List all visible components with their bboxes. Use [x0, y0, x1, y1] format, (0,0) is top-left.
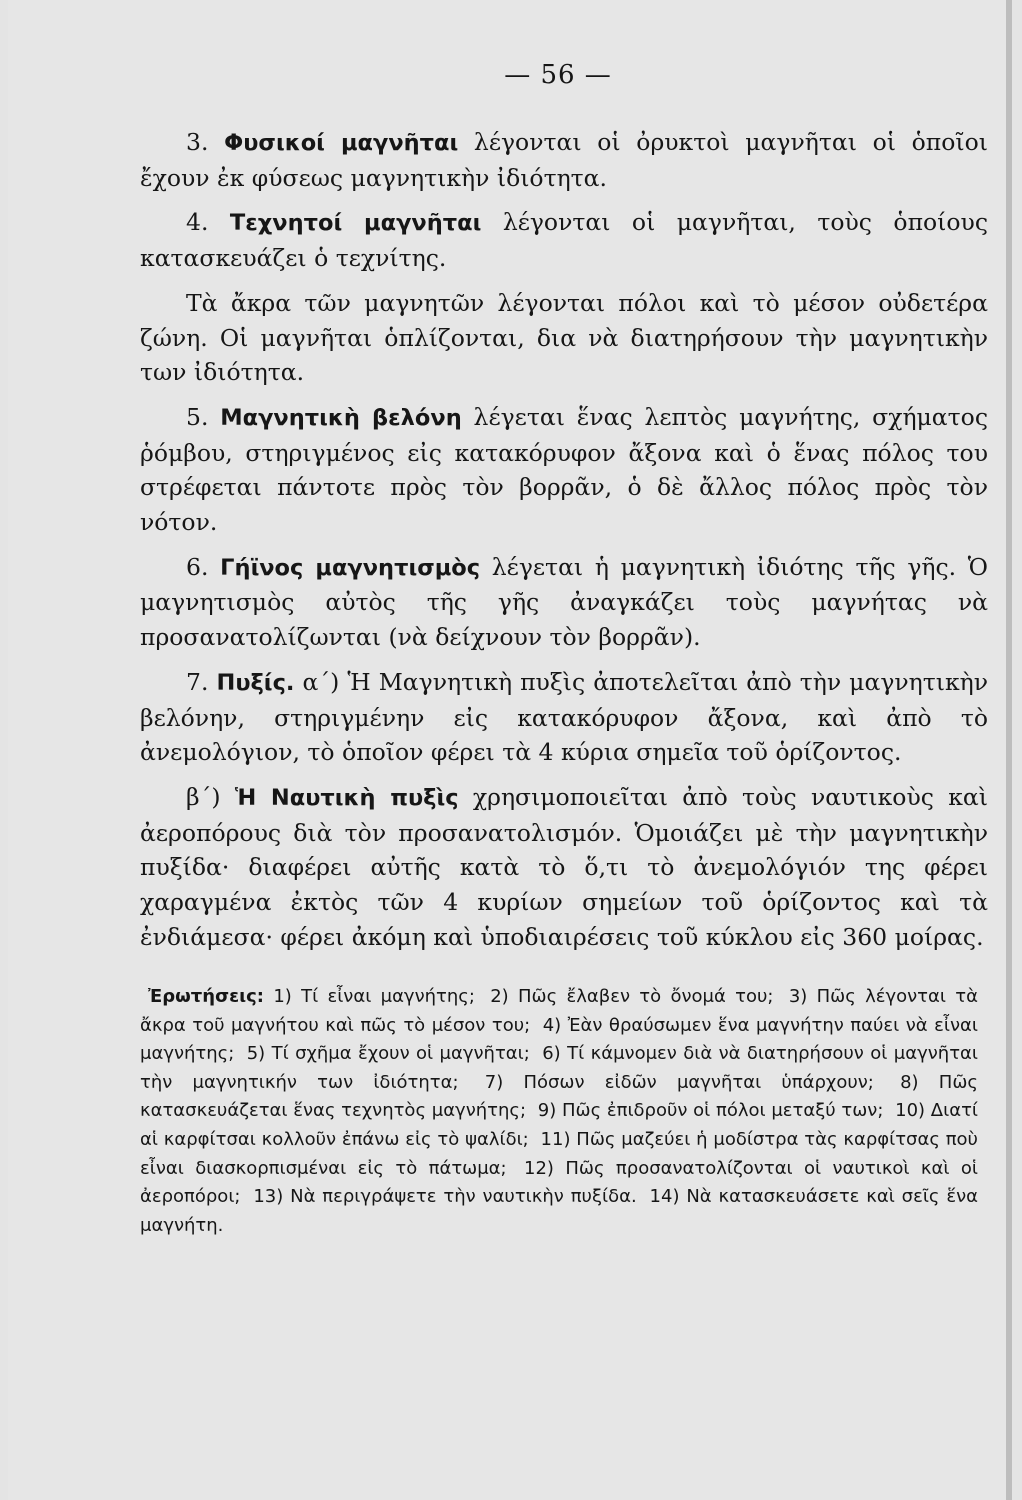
question-item: 11) Πῶς μαζεύει ἡ μοδίστρα τὰς καρφίτσας ποὺ εἶναι διασκορπισμέναι εἰς τὸ πάτωμα;: [140, 1128, 978, 1179]
question-item: 1) Τί εἶναι μαγνήτης;: [273, 986, 475, 1007]
paragraph-nautical-compass: [140, 780, 988, 955]
term-artificial-magnets: Τεχνητοί μαγνῆται: [229, 210, 482, 237]
book-page: [8, 0, 1012, 1500]
paragraph-compass: [140, 665, 988, 770]
paragraph-text: λέγεται ἕνας λεπτὸς μαγνήτης, σχήματος ῥόμβου, στηριγμένος εἰς κατακόρυφον ἄξονα καὶ ὁ ἕνας πόλος του στρέφεται πάντοτε πρὸς τὸν βορρᾶν, ὁ δὲ ἄλλος πόλος πρὸς τὸν νότον.: [140, 402, 988, 537]
question-item: 10) Διατί αἱ καρφίτσαι κολλοῦν ἐπάνω εἰς τὸ ψαλίδι;: [140, 1100, 979, 1150]
paragraph-text: λέγονται οἱ μαγνῆται, τοὺς ὁποίους κατασκευάζει ὁ τεχνίτης.: [140, 208, 988, 273]
paragraph-number: 4.: [186, 208, 230, 237]
paragraph-number: 6.: [186, 552, 221, 581]
paragraph-number: 3.: [186, 128, 225, 156]
paragraph-magnetic-needle: [140, 400, 988, 540]
questions-label: Ἐρωτήσεις:: [148, 986, 264, 1007]
question-item: 5) Τί σχῆμα ἔχουν οἱ μαγνῆται;: [246, 1043, 530, 1065]
paragraph-artificial-magnets: [140, 205, 988, 275]
question-item: 7) Πόσων εἰδῶν μαγνῆται ὑπάρχουν;: [484, 1071, 874, 1093]
page-number: — 56 —: [504, 60, 612, 90]
paragraph-text: λέγεται ἡ μαγνητικὴ ἰδιότης τῆς γῆς. Ὁ μαγνητισμὸς αὐτὸς τῆς γῆς ἀναγκάζει τοὺς μαγνήτας νὰ προσανατολίζωνται (νὰ δείχνουν τὸν βορρᾶν).: [140, 552, 988, 652]
paragraph-number: 7.: [186, 667, 217, 696]
body-text: [140, 125, 988, 956]
question-item: 8) Πῶς κατασκευάζεται ἕνας τεχνητὸς μαγνήτης;: [140, 1071, 978, 1122]
term-earth-magnetism: Γήϊνος μαγνητισμὸς: [220, 554, 481, 581]
questions-section: [140, 983, 978, 1240]
paragraph-text: χρησιμοποιεῖται ἀπὸ τοὺς ναυτικοὺς καὶ ἀεροπόρους διὰ τὸν προσανατολισμόν. Ὁμοιάζει μὲ τὴν μαγνητικὴν πυξίδα· διαφέρει αὐτῆς κατὰ τὸ ὅ,τι τὸ ἀνεμολόγιόν της φέρει χαραγμένα ἐκτὸς τῶν 4 κυρίων σημείων τοῦ ὁρίζοντος καὶ τὰ ἐνδιάμεσα· φέρει ἀκόμη καὶ ὑποδιαιρέσεις τοῦ κύκλου εἰς 360 μοίρας.: [140, 782, 988, 951]
term-compass: Πυξίς.: [216, 669, 295, 696]
term-nautical-compass: Ἡ Ναυτικὴ πυξὶς: [234, 784, 459, 811]
paragraph-text: λέγονται οἱ ὀρυκτοὶ μαγνῆται οἱ ὁποῖοι ἔχουν ἐκ φύσεως μαγνητικὴν ἰδιότητα.: [140, 128, 988, 192]
paragraph-text: Τὰ ἄκρα τῶν μαγνητῶν λέγονται πόλοι καὶ τὸ μέσον οὐδετέρα ζώνη. Οἱ μαγνῆται ὁπλίζονται, δια νὰ διατηρήσουν τὴν μαγνητικὴν των ἰδιότητα.: [140, 288, 988, 387]
question-item: 9) Πῶς ἐπιδροῦν οἱ πόλοι μεταξύ των;: [537, 1100, 884, 1122]
paragraph-earth-magnetism: [140, 550, 988, 655]
question-item: 6) Τί κάμνομεν διὰ νὰ διατηρήσουν οἱ μαγνῆται τὴν μαγνητικήν των ἰδιότητα;: [140, 1043, 978, 1093]
paragraph-physical-magnets: [140, 125, 988, 195]
term-magnetic-needle: Μαγνητικὴ βελόνη: [220, 404, 462, 431]
paragraph-number: β΄): [186, 782, 235, 811]
question-item: 2) Πῶς ἔλαβεν τὸ ὄνομά του;: [490, 986, 774, 1007]
question-item: 3) Πῶς λέγονται τὰ ἄκρα τοῦ μαγνήτου καὶ πῶς τὸ μέσον του;: [140, 986, 978, 1036]
paragraph-text: α΄) Ἡ Μαγνητικὴ πυξὶς ἀποτελεῖται ἀπὸ τὴν μαγνητικὴν βελόνην, στηριγμένην εἰς κατακόρυφον ἄξονα, καὶ ἀπὸ τὸ ἀνεμολόγιον, τὸ ὁποῖον φέρει τὰ 4 κύρια σημεῖα τοῦ ὁρίζοντος.: [140, 667, 988, 767]
paragraph-number: 5.: [186, 402, 221, 431]
question-item: 4) Ἐὰν θραύσωμεν ἕνα μαγνήτην παύει νὰ εἶναι μαγνήτης;: [140, 1014, 979, 1065]
paragraph-magnet-poles: [140, 286, 988, 390]
question-item: 14) Νὰ κατασκευάσετε καὶ σεῖς ἕνα μαγνήτη.: [140, 1186, 978, 1236]
question-item: 12) Πῶς προσανατολίζονται οἱ ναυτικοὶ καὶ οἱ ἀεροπόροι;: [140, 1157, 978, 1208]
question-item: 13) Νὰ περιγράψετε τὴν ναυτικὴν πυξίδα.: [253, 1186, 637, 1208]
term-physical-magnets: Φυσικοί μαγνῆται: [224, 130, 459, 156]
